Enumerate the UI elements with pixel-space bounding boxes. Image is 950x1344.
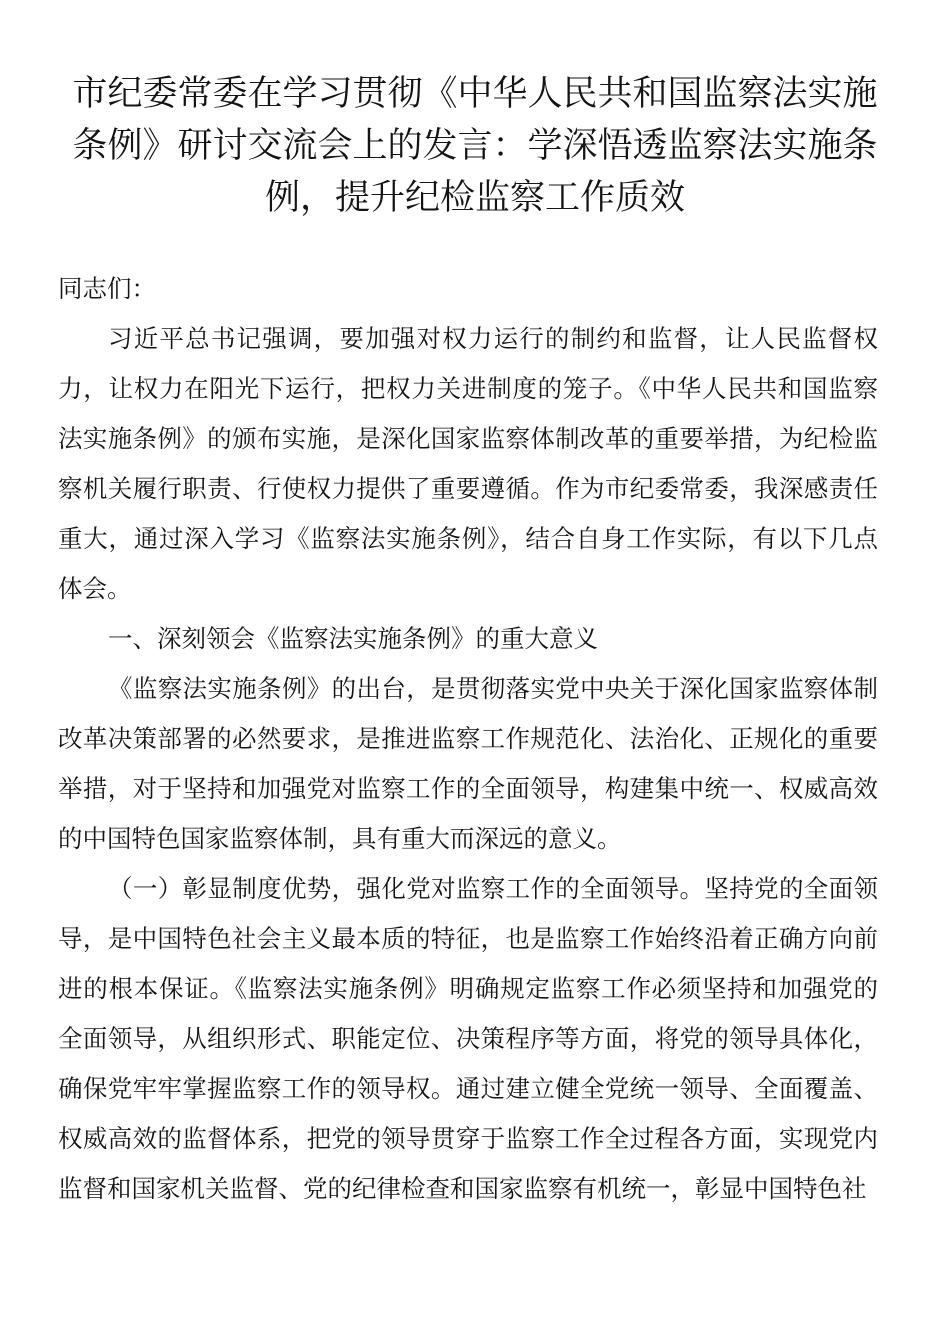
paragraph-significance: 《监察法实施条例》的出台，是贯彻落实党中央关于深化国家监察体制改革决策部署的必然要求，是推进监察工作规范化、法治化、正规化的重要举措，对于坚持和加强党对监察工作的全面领导，构建集中统一、权威高效的中国特色国家监察体制，具有重大而深远的意义。: [58, 674, 878, 853]
salutation: 同志们：: [58, 274, 156, 303]
paragraph-point-1: （一）彰显制度优势，强化党对监察工作的全面领导。坚持党的全面领导，是中国特色社会主义最本质的特征，也是监察工作始终沿着正确方向前进的根本保证。《监察法实施条例》明确规定监察工作必须坚持和加强党的全面领导，从组织形式、职能定位、决策程序等方面，将党的领导具体化，确保党牢牢掌握监察工作的领导权。通过建立健全党统一领导、全面覆盖、权威高效的监督体系，把党的领导贯穿于监察工作全过程各方面，实现党内监督和国家机关监督、党的纪律检查和国家监察有机统一，彰显中国特色社: [58, 874, 878, 1203]
document-body: [58, 264, 878, 1214]
paragraph-intro: 习近平总书记强调，要加强对权力运行的制约和监督，让人民监督权力，让权力在阳光下运行，把权力关进制度的笼子。《中华人民共和国监察法实施条例》的颁布实施，是深化国家监察体制改革的重要举措，为纪检监察机关履行职责、行使权力提供了重要遵循。作为市纪委常委，我深感责任重大，通过深入学习《监察法实施条例》，结合自身工作实际，有以下几点体会。: [58, 324, 878, 603]
document-title: 市纪委常委在学习贯彻《中华人民共和国监察法实施条例》研讨交流会上的发言：学深悟透监察法实施条例，提升纪检监察工作质效: [72, 74, 878, 218]
section-heading-1: 一、深刻领会《监察法实施条例》的重大意义: [108, 624, 598, 653]
